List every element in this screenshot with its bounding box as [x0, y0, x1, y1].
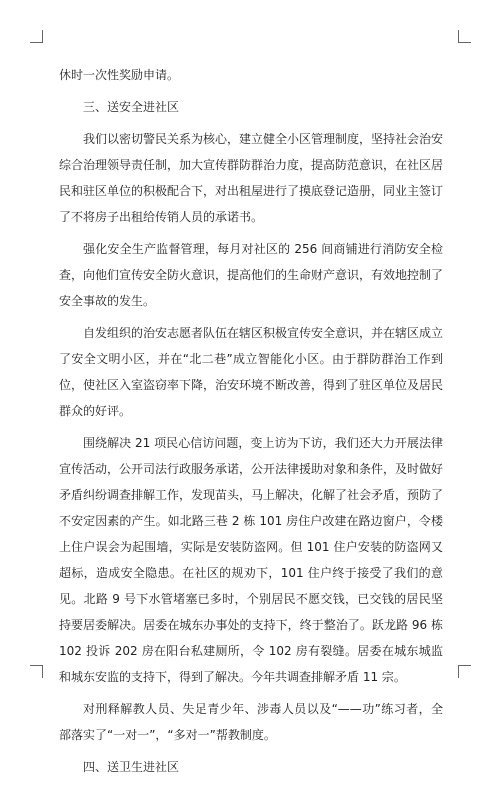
section-heading-3: 三、送安全进社区 [83, 100, 180, 114]
paragraph-rehabilitation: 对刑释解教人员、失足青少年、涉毒人员以及“——功”练习者，全部落实了“一对一”，“多对一”帮教制度。 [59, 702, 443, 742]
paragraph-safety-supervision: 强化安全生产监督管理，每月对社区的 256 间商铺进行消防安全检查，向他们宣传安全防火意识，提高他们的生命财产意识，有效地控制了安全事故的发生。 [59, 242, 444, 308]
paragraph-police-community: 我们以密切警民关系为核心，建立健全小区管理制度，坚持社会治安综合治理领导责任制，加大宣传群防群治力度，提高防范意识，在社区居民和驻区单位的积极配合下，对出租屋进行了摸底登记造册，同业主签订了不将房子出租给传销人员的承诺书。 [59, 132, 444, 224]
crop-mark-bottom-right [458, 665, 471, 678]
crop-mark-bottom-left [30, 665, 43, 678]
paragraph-volunteers: 自发组织的治安志愿者队伍在辖区积极宣传安全意识，并在辖区成立了安全文明小区，并在“北二巷”成立智能化小区。由于群防群治工作到位，使社区入室盗窃率下降，治安环境不断改善，得到了驻区单位及居民群众的好评。 [59, 326, 444, 418]
crop-mark-top-left [30, 30, 43, 43]
section-heading-4: 四、送卫生进社区 [83, 760, 180, 774]
paragraph-petitions: 围绕解决 21 项民心信访问题，变上访为下访，我们还大力开展法律宣传活动，公开司法行政服务承诺，公开法律援助对象和条件，及时做好矛盾纠纷调查排解工作，发现苗头，马上解决，化解了社会矛盾，预防了不安定因素的产生。如北路三巷 2 栋 101 房住户改建在路边窗户，令楼上住户误会为起围墙，实际是安装防盗网。但 101 住户安装的防盗网又超标，造成安全隐患。在社区的规劝下，101 住户终于接受了我们的意见。北路 9 号下水管堵塞已多时，个别居民不愿交钱，已交钱的居民坚持要居委解决。居委在城东办事处的支持下，终于整治了。跃龙路 96 栋 102 投诉 202 房在阳台私建厕所，令 102 房有裂缝。居委在城东城监和城东安监的支持下，得到了解决。今年共调查排解矛盾 11 宗。 [59, 436, 444, 684]
paragraph-continuation: 休时一次性奖励申请。 [59, 68, 180, 82]
crop-mark-top-right [458, 30, 471, 43]
document-body [59, 62, 443, 786]
